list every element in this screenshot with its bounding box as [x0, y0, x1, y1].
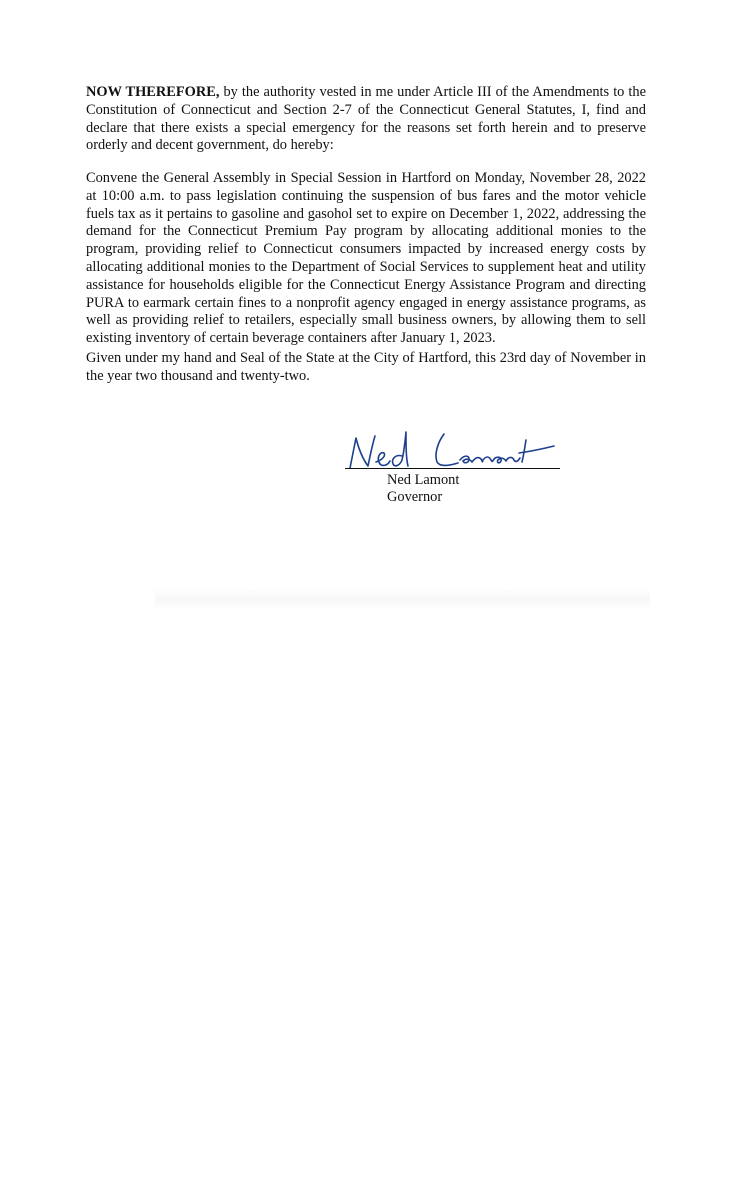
paragraph-given-under-hand: Given under my hand and Seal of the State at the City of Hartford, this 23rd day of November in the year two thousand and twenty-two.	[86, 350, 646, 384]
paragraph-convene: Convene the General Assembly in Special Session in Hartford on Monday, November 28, 2022 at 10:00 a.m. to pass legislation continuing the suspension of bus fares and the motor vehicle fuels tax as it pertains to gasoline and gasohol set to expire on December 1, 2022, addressing the demand for the Connecticut Premium Pay program by allocating additional monies to the program, providing relief to Connecticut consumers impacted by increased energy costs by allocating additional monies to the Department of Social Services to supplement heat and utility assistance for households eligible for the Connecticut Energy Assistance Program and directing PURA to earmark certain fines to a nonprofit agency engaged in energy assistance programs, as well as providing relief to retailers, especially small business owners, by allowing them to sell existing inventory of certain beverage containers after January 1, 2023.	[86, 170, 646, 347]
paragraph-now-therefore	[86, 84, 646, 155]
paragraph-lead: NOW THEREFORE,	[86, 84, 220, 100]
scan-artifact	[155, 588, 650, 610]
signer-title: Governor	[387, 489, 443, 505]
paragraph-text: by the authority vested in me under Article III of the Amendments to the Constitution of Connecticut and Section 2-7 of the Connecticut General Statutes, I, find and declare that there exists a special emergency for the reasons set forth herein and to preserve orderly and decent government, do hereby:	[86, 84, 646, 154]
signer-name: Ned Lamont	[387, 472, 460, 488]
signature-line	[345, 468, 560, 469]
